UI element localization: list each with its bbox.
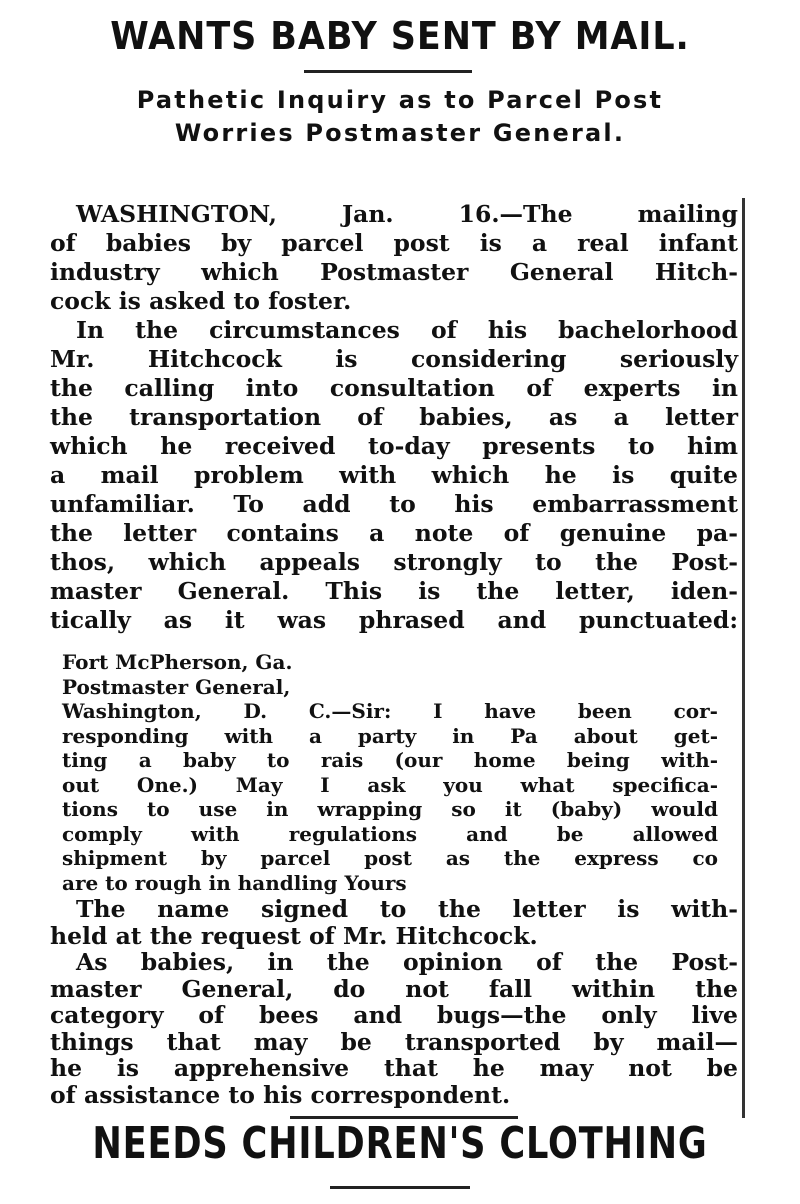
body-line: unfamiliar. To add to his embarrassment <box>50 490 738 518</box>
body-line: cock is asked to foster. <box>50 287 352 315</box>
body-line: master General. This is the letter, iden- <box>50 577 738 605</box>
letter-line: shipment by parcel post as the express co <box>62 846 718 870</box>
article-closing <box>50 896 738 1108</box>
letter-line: Washington, D. C.—Sir: I have been cor- <box>62 699 718 723</box>
body-line: tically as it was phrased and punctuated: <box>50 606 738 634</box>
body-line: the calling into consultation of experts in <box>50 374 738 402</box>
letter-line: Fort McPherson, Ga. <box>62 650 293 674</box>
quoted-letter <box>62 650 718 895</box>
body-line: which he received to-day presents to him <box>50 432 738 460</box>
letter-line: are to rough in handling Yours <box>62 870 407 895</box>
closing-line: he is apprehensive that he may not be <box>50 1054 738 1082</box>
article-body <box>50 200 738 635</box>
next-article-headline: NEEDS CHILDREN'S CLOTHING <box>92 1118 708 1169</box>
subheadline-line: Pathetic Inquiry as to Parcel Post <box>136 86 664 114</box>
body-line: Mr. Hitchcock is considering seriously <box>50 345 738 373</box>
body-line: a mail problem with which he is quite <box>50 461 738 489</box>
closing-line: category of bees and bugs—the only live <box>50 1001 738 1029</box>
body-line: thos, which appeals strongly to the Post- <box>50 548 738 576</box>
letter-line: tions to use in wrapping so it (baby) would <box>62 797 718 821</box>
body-line: of babies by parcel post is a real infant <box>50 229 738 257</box>
body-line: In the circumstances of his bachelorhood <box>76 316 738 344</box>
closing-line: master General, do not fall within the <box>50 974 738 1003</box>
letter-line: out One.) May I ask you what specifica- <box>62 772 718 797</box>
closing-line: As babies, in the opinion of the Post- <box>76 948 738 976</box>
body-line: WASHINGTON, Jan. 16.—The mailing <box>76 200 738 228</box>
letter-line: Postmaster General, <box>62 674 291 699</box>
letter-line: ting a baby to rais (our home being with- <box>62 748 718 772</box>
headline-rule <box>304 70 472 73</box>
body-line: the letter contains a note of genuine pa- <box>50 519 738 547</box>
subheadline <box>0 84 800 150</box>
closing-line: The name signed to the letter is with- <box>76 895 738 923</box>
headline: WANTS BABY SENT BY MAIL. <box>110 14 690 58</box>
closing-line: of assistance to his correspondent. <box>50 1080 511 1109</box>
body-line: the transportation of babies, as a letter <box>50 403 738 431</box>
closing-line: things that may be transported by mail— <box>50 1027 738 1056</box>
body-line: industry which Postmaster General Hitch- <box>50 258 738 286</box>
subheadline-line: Worries Postmaster General. <box>174 119 626 147</box>
letter-line: responding with a party in Pa about get- <box>62 723 718 748</box>
closing-line: held at the request of Mr. Hitchcock. <box>50 921 538 950</box>
column-rule <box>742 198 745 1118</box>
next-headline-rule <box>330 1186 470 1189</box>
letter-line: comply with regulations and be allowed <box>62 821 718 846</box>
